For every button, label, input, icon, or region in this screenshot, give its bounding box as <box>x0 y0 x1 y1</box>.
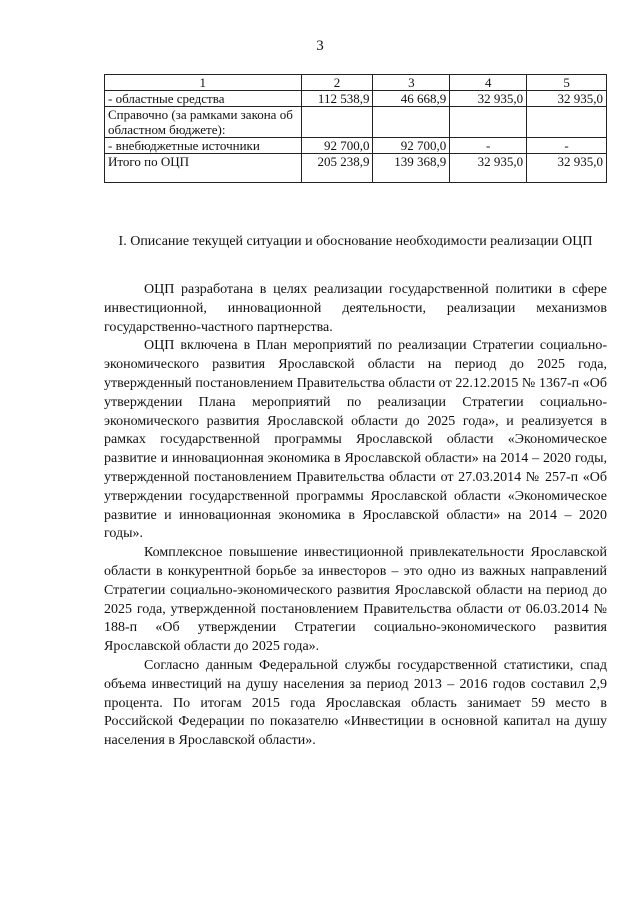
table-cell <box>373 107 450 138</box>
table-row-total <box>105 154 607 183</box>
table-cell: 32 935,0 <box>527 154 607 183</box>
table-cell <box>301 107 373 138</box>
table-cell <box>527 107 607 138</box>
row-label: Итого по ОЦП <box>105 154 302 183</box>
page-number: 3 <box>316 38 324 54</box>
table-cell: 46 668,9 <box>373 91 450 107</box>
column-header: 4 <box>450 75 527 91</box>
row-label: Справочно (за рамками закона об областном бюджете): <box>105 107 302 138</box>
row-label: - внебюджетные источники <box>105 138 302 154</box>
table-cell: 112 538,9 <box>301 91 373 107</box>
table-cell: 32 935,0 <box>450 91 527 107</box>
column-header: 1 <box>105 75 302 91</box>
financing-table <box>104 74 607 183</box>
table-row <box>105 107 607 138</box>
column-header: 5 <box>527 75 607 91</box>
body-text <box>104 281 607 751</box>
table-row <box>105 91 607 107</box>
column-header: 3 <box>373 75 450 91</box>
table-cell: 139 368,9 <box>373 154 450 183</box>
paragraph: Комплексное повышение инвестиционной привлекательности Ярославской области в конкурентной борьбе за инвесторов – это одно из важных направлений Стратегии социально-экономического развития Ярославской области на период до 2025 года, утвержденной постановлением Правительства области от 06.03.2014 № 188-п «Об утверждении Стратегии социально-экономического развития Ярославской области до 2025 года». <box>104 545 607 655</box>
paragraph: ОЦП включена в План мероприятий по реализации Стратегии социально-экономического развития Ярославской области на период до 2025 года, утвержденный постановлением Правительства области от 22.12.2015 № 1367-п «Об утверждении Плана мероприятий по реализации Стратегии социально-экономического развития Ярославской области до 2025 года», и реализуется в рамках государственной программы Ярославской области «Экономическое развитие и инновационная экономика в Ярославской области» на 2014 – 2020 годы, утвержденной постановлением Правительства области от 27.03.2014 № 257-п «Об утверждении государственной программы Ярославской области «Экономическое развитие и инновационная экономика в Ярославской области» на 2014 – 2020 годы». <box>104 338 607 542</box>
column-header: 2 <box>301 75 373 91</box>
table-cell: 92 700,0 <box>373 138 450 154</box>
table-cell: 92 700,0 <box>301 138 373 154</box>
paragraph: Согласно данным Федеральной службы государственной статистики, спад объема инвестиций на душу населения за период 2013 – 2016 годов составил 2,9 процента. По итогам 2015 года Ярославская область занимает 59 место в Российской Федерации по показателю «Инвестиции в основной капитал на душу населения в Ярославской области». <box>104 657 607 749</box>
table-header-row <box>105 75 607 91</box>
table-cell: - <box>450 138 527 154</box>
table-cell: - <box>527 138 607 154</box>
table-cell: 32 935,0 <box>450 154 527 183</box>
table-cell: 32 935,0 <box>527 91 607 107</box>
table-row <box>105 138 607 154</box>
paragraph: ОЦП разработана в целях реализации государственной политики в сфере инвестиционной, инновационной деятельности, реализации механизмов государственно-частного партнерства. <box>104 282 607 335</box>
table-cell <box>450 107 527 138</box>
table-cell: 205 238,9 <box>301 154 373 183</box>
row-label: - областные средства <box>105 91 302 107</box>
section-heading: I. Описание текущей ситуации и обоснование необходимости реализации ОЦП <box>118 234 593 249</box>
